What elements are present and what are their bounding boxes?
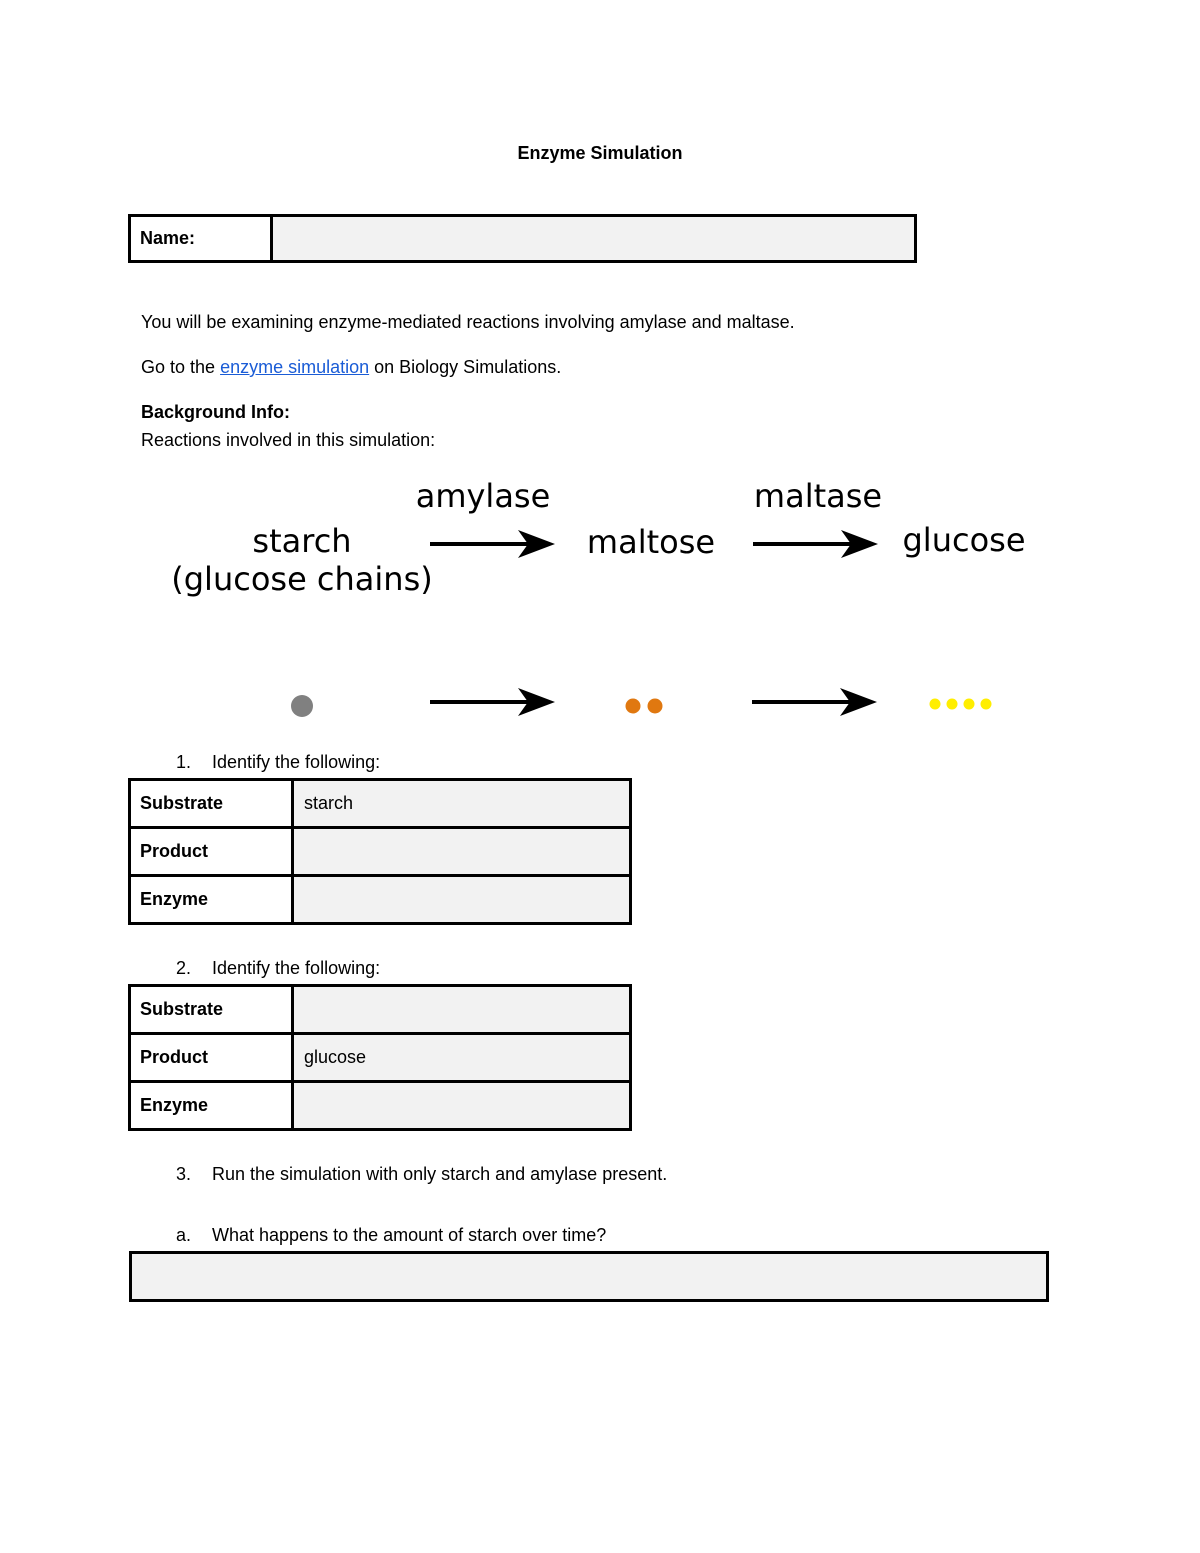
name-label: Name: <box>130 216 272 262</box>
row-label: Enzyme <box>130 1082 293 1130</box>
question-text: What happens to the amount of starch over time? <box>212 1225 607 1245</box>
row-label: Product <box>130 1034 293 1082</box>
question-number: 2. <box>176 958 192 978</box>
row-label: Substrate <box>130 986 293 1034</box>
table-row <box>130 986 631 1034</box>
starch-molecule-icon <box>291 695 313 717</box>
glucose-molecule-icon <box>930 699 941 710</box>
question-3 <box>176 1164 667 1185</box>
enzyme-field[interactable] <box>293 876 631 924</box>
question-number: a. <box>176 1225 192 1245</box>
arrow-icon <box>753 530 878 558</box>
reactions-label: Reactions involved in this simulation: <box>141 430 436 450</box>
intro-text: You will be examining enzyme-mediated reactions involving amylase and maltase. <box>141 312 795 332</box>
maltose-molecule-icon <box>626 699 641 714</box>
amylase-enzyme-icon <box>471 655 494 667</box>
question-text: Identify the following: <box>212 752 381 772</box>
arrow-icon <box>752 688 877 716</box>
row-label: Product <box>130 828 293 876</box>
q1-table <box>128 778 632 925</box>
question-3a <box>176 1225 606 1246</box>
arrow-icon <box>430 688 555 716</box>
glucose-molecule-icon <box>964 699 975 710</box>
reaction-diagram <box>0 470 1200 730</box>
substrate-field[interactable]: starch <box>293 780 631 828</box>
question-number: 1. <box>176 752 192 772</box>
table-row <box>130 828 631 876</box>
goto-suffix: on Biology Simulations. <box>369 357 562 377</box>
glucose-molecule-icon <box>947 699 958 710</box>
goto-line <box>141 357 561 378</box>
question-2 <box>176 958 380 979</box>
question-text: Run the simulation with only starch and amylase present. <box>212 1164 668 1184</box>
name-table <box>128 214 917 263</box>
row-label: Substrate <box>130 780 293 828</box>
glucose-label: glucose <box>902 521 1026 559</box>
starch-sub-label: (glucose chains) <box>171 560 433 598</box>
q2-table <box>128 984 632 1131</box>
table-row <box>130 780 631 828</box>
maltose-label: maltose <box>586 523 716 561</box>
product-field[interactable] <box>293 828 631 876</box>
table-row <box>130 876 631 924</box>
table-row <box>130 1034 631 1082</box>
product-field[interactable]: glucose <box>293 1034 631 1082</box>
starch-label: starch <box>252 522 352 560</box>
glucose-molecule-icon <box>981 699 992 710</box>
answer-field[interactable] <box>129 1251 1049 1302</box>
amylase-label: amylase <box>415 477 551 515</box>
maltase-label: maltase <box>753 477 883 515</box>
maltose-molecule-icon <box>648 699 663 714</box>
arrow-icon <box>430 530 555 558</box>
goto-prefix: Go to the <box>141 357 221 377</box>
table-row <box>130 1082 631 1130</box>
row-label: Enzyme <box>130 876 293 924</box>
substrate-field[interactable] <box>293 986 631 1034</box>
name-field[interactable] <box>272 216 916 262</box>
page-title: Enzyme Simulation <box>517 143 683 163</box>
question-1 <box>176 752 380 773</box>
maltase-enzyme-icon <box>794 656 817 668</box>
background-heading: Background Info: <box>141 402 290 422</box>
enzyme-simulation-link[interactable]: enzyme simulation <box>220 357 370 377</box>
question-text: Identify the following: <box>212 958 381 978</box>
question-number: 3. <box>176 1164 192 1184</box>
enzyme-field[interactable] <box>293 1082 631 1130</box>
